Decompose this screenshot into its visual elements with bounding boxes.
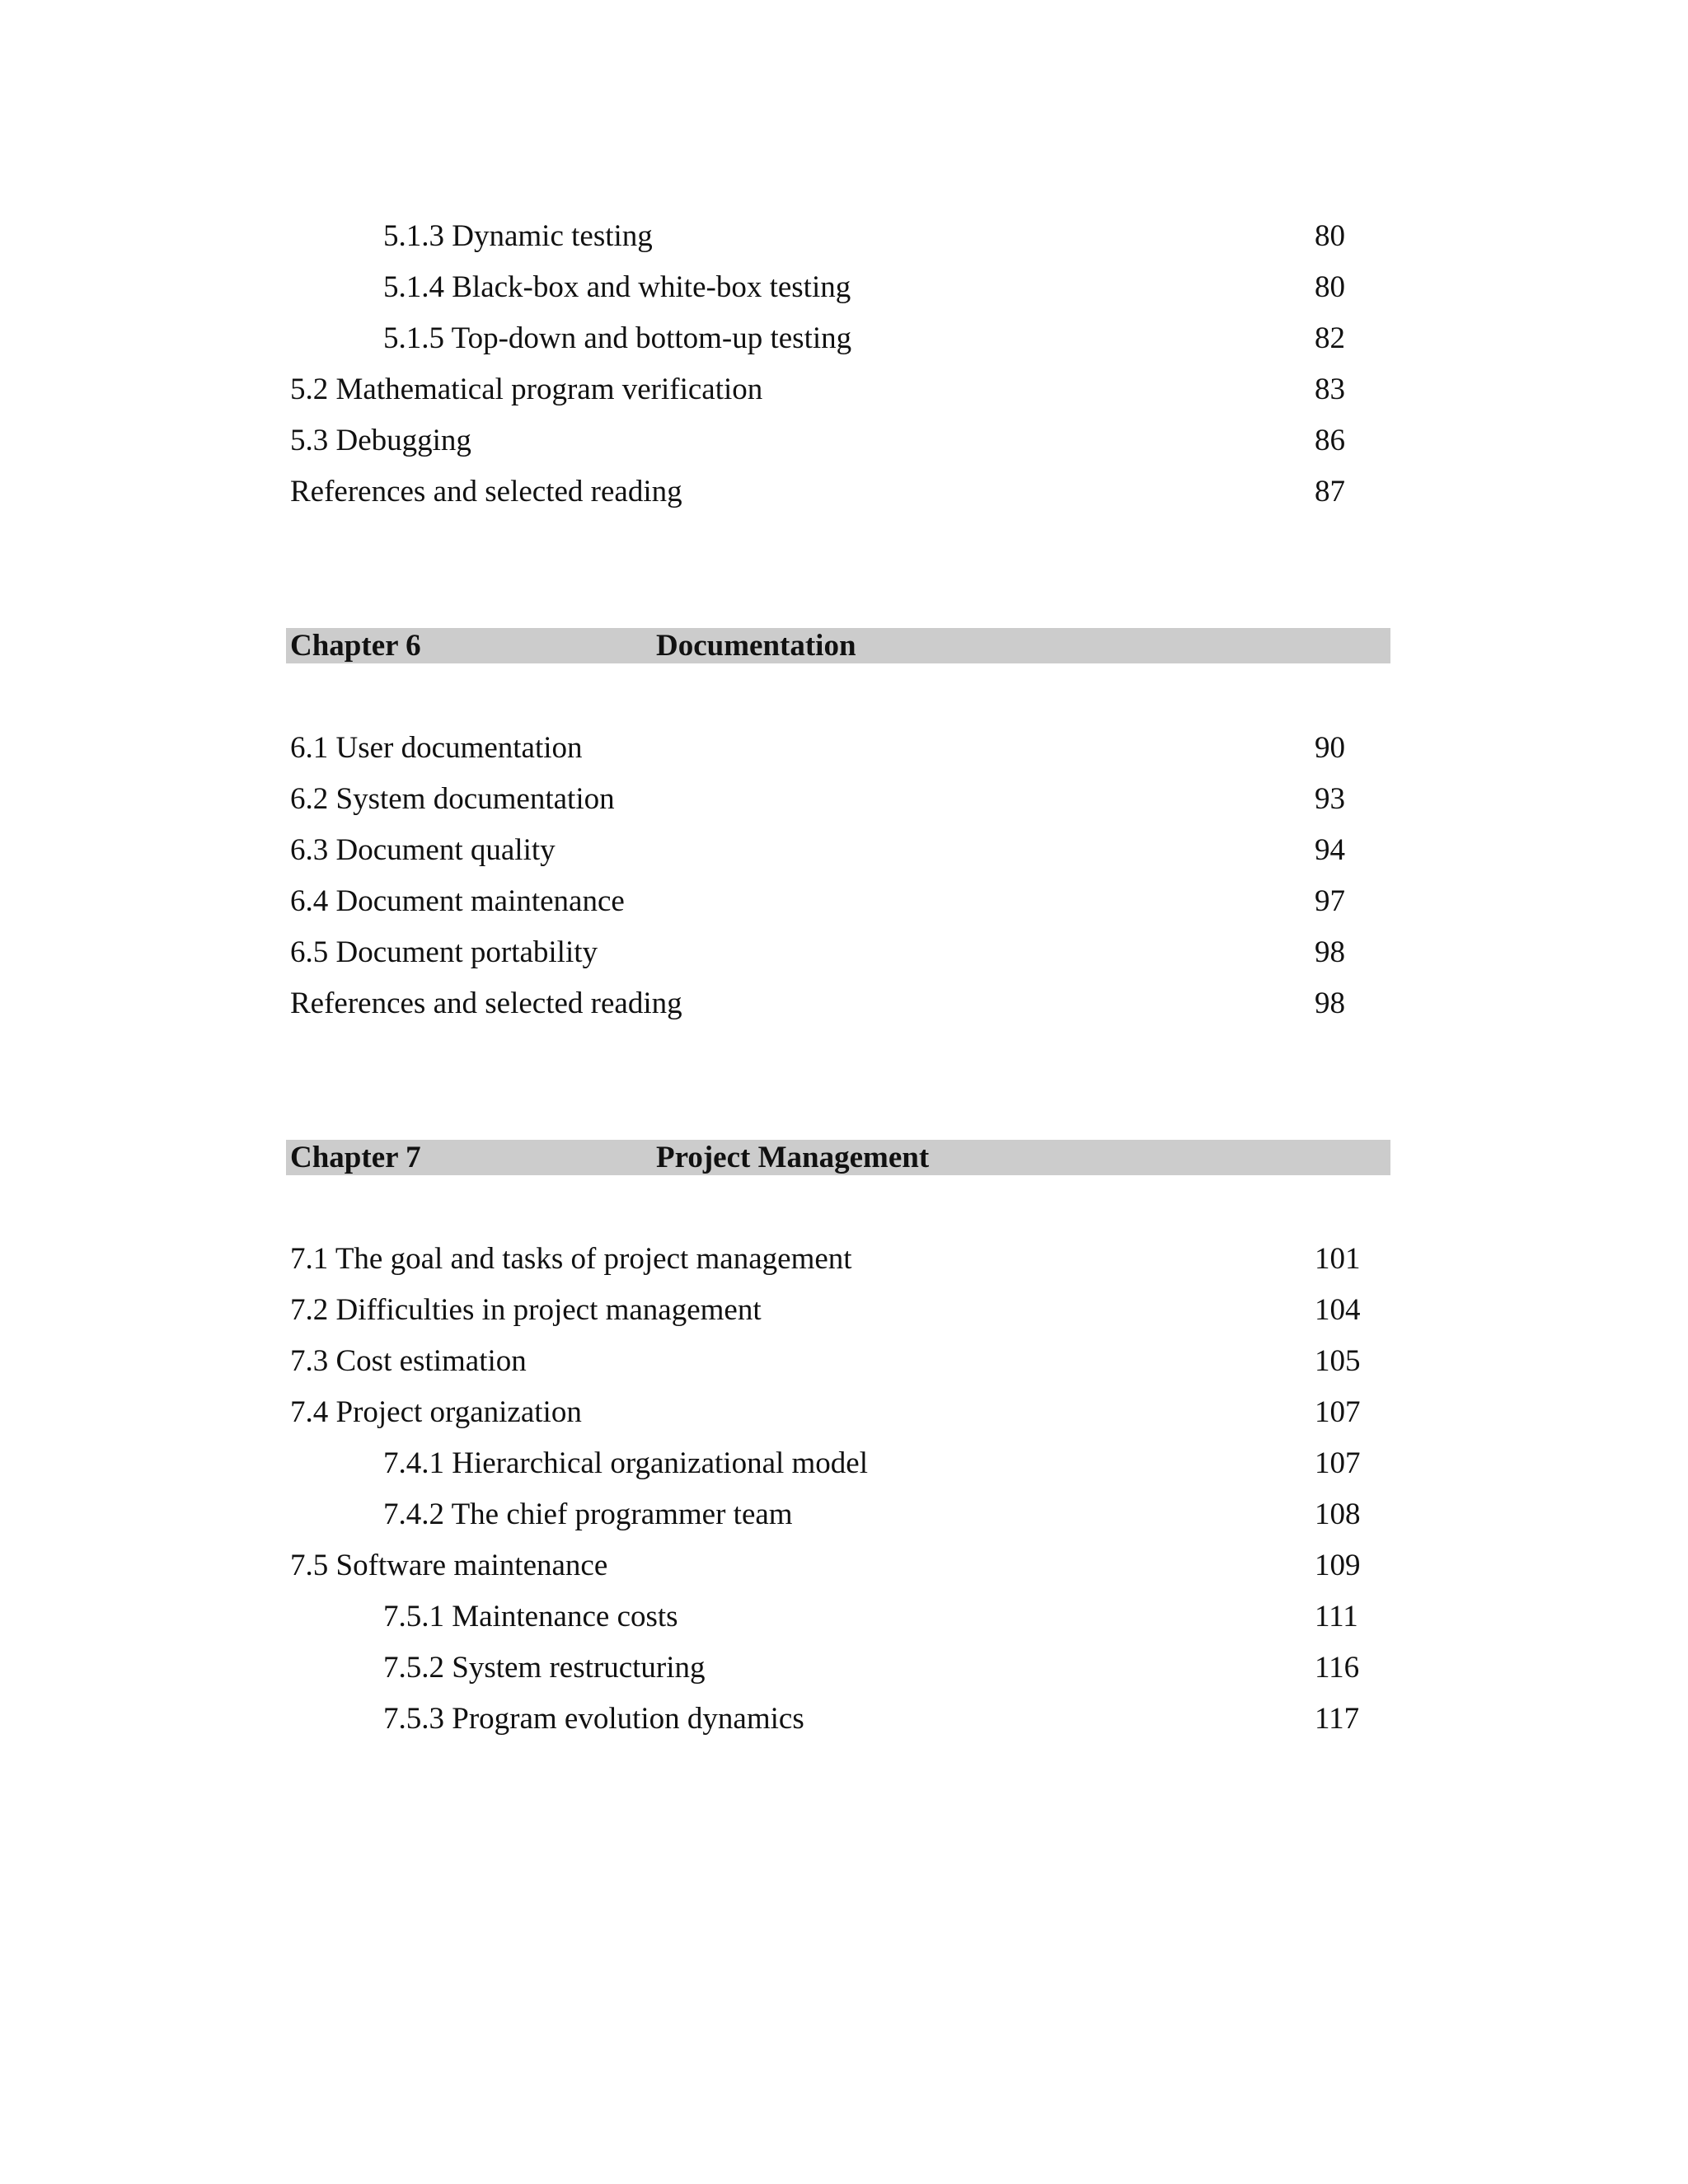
toc-entry-title: 7.5 Software maintenance xyxy=(290,1549,608,1582)
toc-entry-6-5 xyxy=(0,927,1688,978)
toc-entry-7-3 xyxy=(0,1336,1688,1387)
toc-entry-page: 90 xyxy=(1315,731,1345,765)
toc-entry-title: References and selected reading xyxy=(290,987,682,1020)
chapter-label: Chapter 6 xyxy=(290,629,421,663)
toc-entry-page: 107 xyxy=(1315,1395,1361,1429)
toc-entry-7-5 xyxy=(0,1540,1688,1591)
toc-entry-title: 5.3 Debugging xyxy=(290,424,471,457)
toc-entry-6-3 xyxy=(0,825,1688,876)
toc-entry-page: 93 xyxy=(1315,782,1345,816)
toc-entry-page: 83 xyxy=(1315,373,1345,406)
toc-entry-page: 98 xyxy=(1315,987,1345,1020)
toc-entry-title: 6.4 Document maintenance xyxy=(290,884,625,918)
toc-entry-page: 80 xyxy=(1315,270,1345,304)
toc-entry-5-1-4 xyxy=(0,262,1688,313)
toc-entry-title: 7.5.1 Maintenance costs xyxy=(383,1600,678,1633)
toc-entry-title: 7.4.1 Hierarchical organizational model xyxy=(383,1446,869,1480)
toc-entry-page: 82 xyxy=(1315,321,1345,355)
chapter-title: Project Management xyxy=(656,1141,930,1174)
toc-entry-page: 116 xyxy=(1315,1651,1360,1685)
toc-entry-page: 94 xyxy=(1315,833,1345,867)
toc-entry-7-5-1 xyxy=(0,1591,1688,1643)
toc-entry-7-2 xyxy=(0,1285,1688,1336)
toc-entry-5-references xyxy=(0,466,1688,518)
chapter-label: Chapter 7 xyxy=(290,1141,421,1174)
toc-entry-page: 87 xyxy=(1315,475,1345,509)
toc-entry-title: 6.1 User documentation xyxy=(290,731,583,765)
toc-entry-page: 80 xyxy=(1315,219,1345,253)
toc-entry-title: 7.3 Cost estimation xyxy=(290,1344,527,1378)
toc-entry-page: 98 xyxy=(1315,935,1345,969)
toc-entry-page: 107 xyxy=(1315,1446,1361,1480)
toc-entry-title: 6.2 System documentation xyxy=(290,782,615,816)
toc-entry-title: 5.2 Mathematical program verification xyxy=(290,373,763,406)
toc-entry-page: 108 xyxy=(1315,1497,1361,1531)
toc-entry-title: 5.1.4 Black-box and white-box testing xyxy=(383,270,851,304)
toc-entry-6-2 xyxy=(0,774,1688,825)
chapter-title: Documentation xyxy=(656,629,856,663)
toc-entry-7-4-1 xyxy=(0,1438,1688,1489)
toc-entry-7-1 xyxy=(0,1234,1688,1285)
toc-entry-6-1 xyxy=(0,723,1688,774)
toc-entry-5-2 xyxy=(0,364,1688,415)
toc-entry-page: 117 xyxy=(1315,1702,1360,1736)
toc-entry-page: 104 xyxy=(1315,1293,1361,1327)
toc-entry-title: 7.1 The goal and tasks of project management xyxy=(290,1242,852,1276)
toc-entry-title: References and selected reading xyxy=(290,475,682,509)
toc-entry-page: 109 xyxy=(1315,1549,1361,1582)
toc-entry-title: 6.5 Document portability xyxy=(290,935,598,969)
toc-entry-title: 5.1.5 Top-down and bottom-up testing xyxy=(383,321,852,355)
toc-entry-7-5-2 xyxy=(0,1643,1688,1694)
toc-entry-title: 7.5.3 Program evolution dynamics xyxy=(383,1702,804,1736)
toc-entry-page: 111 xyxy=(1315,1600,1358,1633)
toc-entry-5-3 xyxy=(0,415,1688,466)
toc-entry-5-1-5 xyxy=(0,313,1688,364)
toc-entry-7-4-2 xyxy=(0,1489,1688,1540)
toc-entry-title: 6.3 Document quality xyxy=(290,833,556,867)
toc-entry-title: 5.1.3 Dynamic testing xyxy=(383,219,653,253)
toc-entry-title: 7.5.2 System restructuring xyxy=(383,1651,706,1685)
toc-entry-7-4 xyxy=(0,1387,1688,1438)
chapter-7-heading xyxy=(286,1140,1390,1175)
toc-entry-title: 7.4 Project organization xyxy=(290,1395,582,1429)
toc-entry-page: 105 xyxy=(1315,1344,1361,1378)
toc-entry-page: 101 xyxy=(1315,1242,1361,1276)
toc-entry-6-references xyxy=(0,978,1688,1029)
toc-entry-5-1-3 xyxy=(0,211,1688,262)
toc-entry-page: 97 xyxy=(1315,884,1345,918)
chapter-6-heading xyxy=(286,628,1390,663)
toc-entry-page: 86 xyxy=(1315,424,1345,457)
toc-entry-title: 7.4.2 The chief programmer team xyxy=(383,1497,793,1531)
toc-entry-7-5-3 xyxy=(0,1694,1688,1745)
toc-entry-title: 7.2 Difficulties in project management xyxy=(290,1293,762,1327)
toc-entry-6-4 xyxy=(0,876,1688,927)
